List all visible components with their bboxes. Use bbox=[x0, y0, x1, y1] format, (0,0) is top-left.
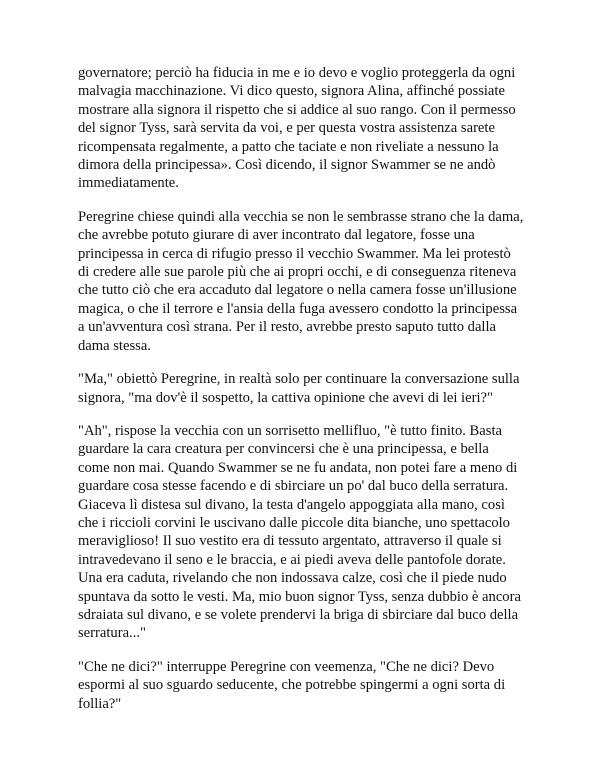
paragraph bbox=[78, 422, 538, 643]
text-line: sdraiata sul divano, e se volete prendervi la briga di sbirciare dal buco della bbox=[78, 606, 519, 623]
text-line: "Ah", rispose la vecchia con un sorrisetto mellifluo, "è tutto finito. Basta bbox=[78, 422, 502, 439]
text-line: come non mai. Quando Swammer se ne fu andata, non potei fare a meno di bbox=[78, 459, 518, 476]
text-line: signora, "ma dov'è il sospetto, la cattiva opinione che avevi di lei ieri?" bbox=[78, 389, 493, 406]
text-line: che tutto ciò che era accaduto dal legatore o nella camera fosse un'illusione bbox=[78, 282, 517, 299]
text-line: del signor Tyss, sarà servita da voi, e per questa vostra assistenza sarete bbox=[78, 120, 495, 137]
text-line: che avrebbe potuto giurare di aver incontrato dal legatore, fosse una bbox=[78, 227, 475, 244]
text-line: spuntava da sotto le vesti. Ma, mio buon signor Tyss, senza dubbio è ancora bbox=[78, 588, 521, 605]
text-line: follia?" bbox=[78, 695, 122, 712]
text-line: magica, o che il terrore e l'ansia della fuga avessero condotto la principessa bbox=[78, 300, 518, 317]
text-line: Peregrine chiese quindi alla vecchia se non le sembrasse strano che la dama, bbox=[78, 208, 524, 225]
text-line: dimora della principessa». Così dicendo, il signor Swammer se ne andò bbox=[78, 157, 496, 174]
text-line: di credere alle sue parole più che ai propri occhi, e di conseguenza riteneva bbox=[78, 264, 517, 281]
text-line: che i riccioli corvini le uscivano dalle piccole dita bianche, uno spettacolo bbox=[78, 514, 510, 531]
text-line: guardare cosa stesse facendo e di sbirciare un po' dal buco della serratura. bbox=[78, 478, 509, 495]
text-line: intravedevano il seno e le braccia, e ai piedi aveva delle pantofole dorate. bbox=[78, 551, 506, 568]
text-line: guardare la cara creatura per convincersi che è una principessa, e bella bbox=[78, 441, 489, 458]
text-line: a un'avventura così strana. Per il resto, avrebbe presto saputo tutto dalla bbox=[78, 319, 497, 336]
text-line: malvagia macchinazione. Vi dico questo, signora Alina, affinché possiate bbox=[78, 83, 505, 100]
text-line: mostrare alla signora il rispetto che si addice al suo rango. Con il permesso bbox=[78, 101, 516, 118]
paragraph bbox=[78, 64, 538, 193]
text-line: principessa in cerca di rifugio presso il vecchio Swammer. Ma lei protestò bbox=[78, 245, 511, 262]
text-line: "Ma," obiettò Peregrine, in realtà solo per continuare la conversazione sulla bbox=[78, 371, 520, 388]
text-line: "Che ne dici?" interruppe Peregrine con veemenza, "Che ne dici? Devo bbox=[78, 658, 495, 675]
text-line: ricompensata regalmente, a patto che taciate e non riveliate a nessuno la bbox=[78, 138, 499, 155]
document-page bbox=[78, 64, 538, 713]
text-line: governatore; perciò ha fiducia in me e io devo e voglio proteggerla da ogni bbox=[78, 65, 516, 81]
paragraph bbox=[78, 370, 538, 407]
text-line: immediatamente. bbox=[78, 175, 179, 192]
text-line: espormi al suo sguardo seducente, che potrebbe spingermi a ogni sorta di bbox=[78, 677, 506, 694]
text-line: dama stessa. bbox=[78, 337, 151, 354]
paragraph bbox=[78, 658, 538, 713]
text-line: Giaceva lì distesa sul divano, la testa d'angelo appoggiata alla mano, così bbox=[78, 496, 505, 513]
paragraph bbox=[78, 208, 538, 355]
text-line: meraviglioso! Il suo vestito era di tessuto argentato, attraverso il quale si bbox=[78, 533, 502, 550]
text-line: serratura..." bbox=[78, 625, 146, 642]
text-line: Una era caduta, rivelando che non indossava calze, così che il piede nudo bbox=[78, 570, 507, 587]
